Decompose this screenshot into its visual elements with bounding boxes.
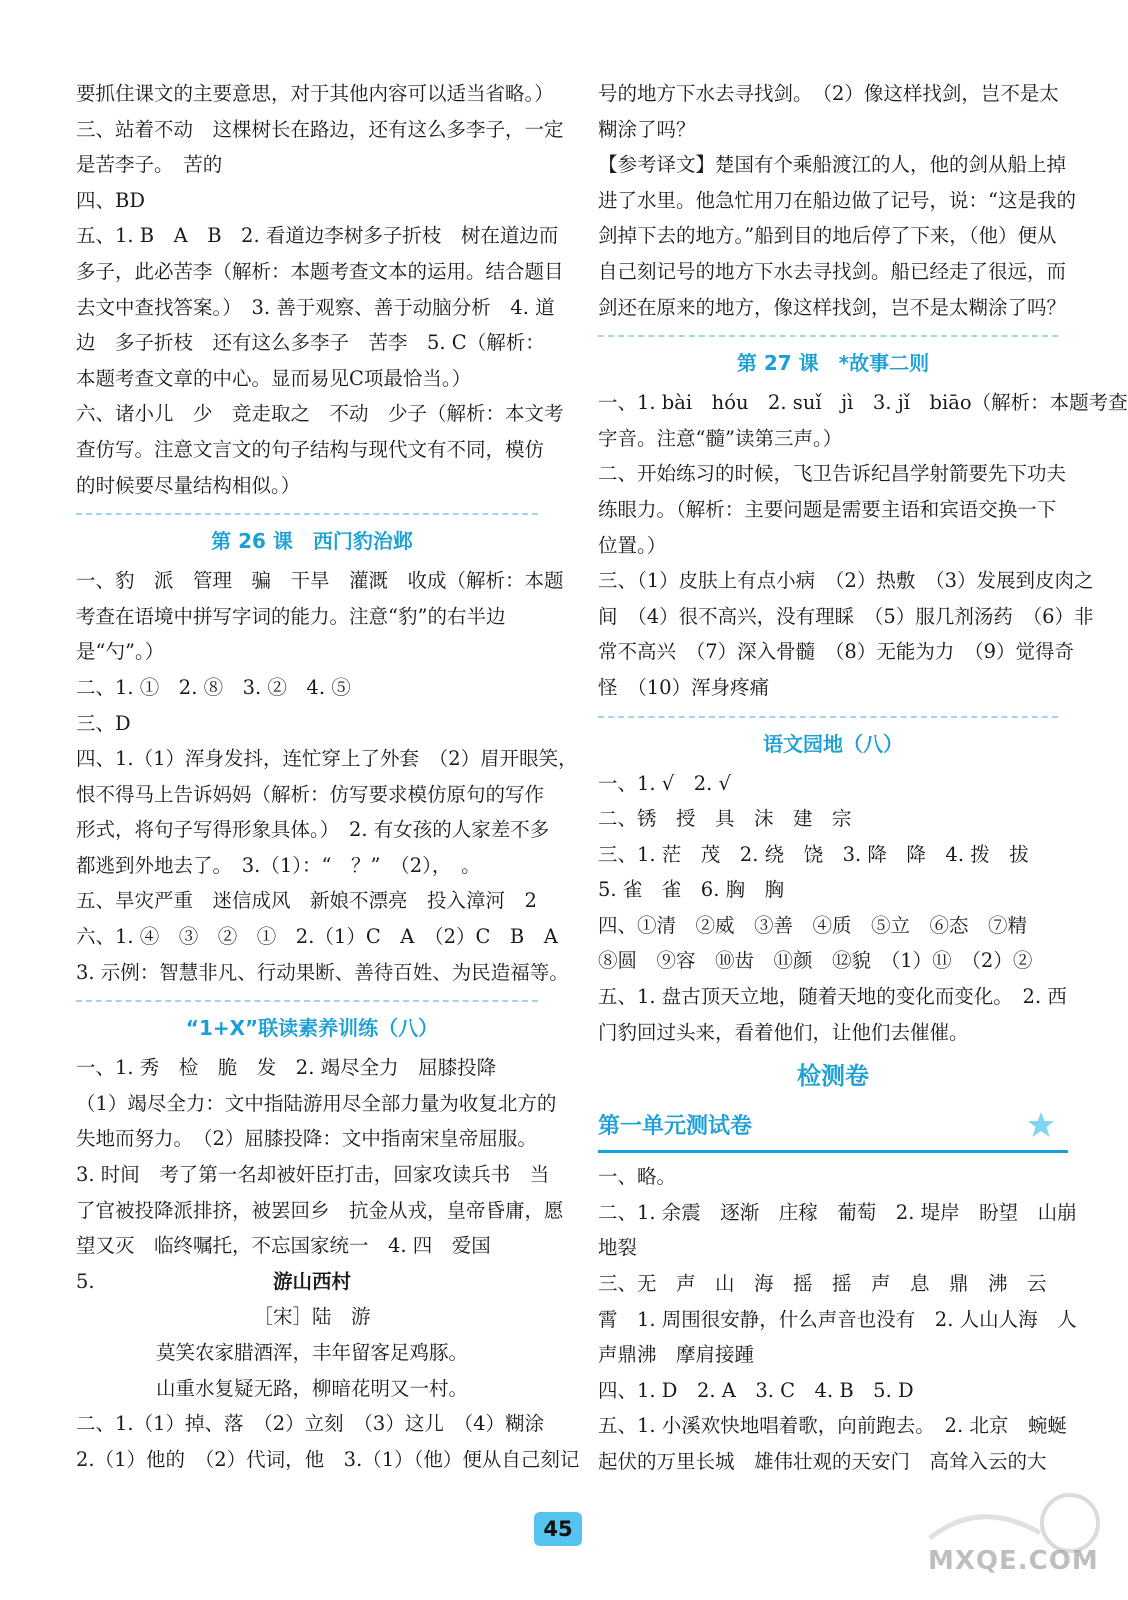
text-line: 间 （4）很不高兴，没有理睬 （5）服几剂汤药 （6）非 [598, 604, 1094, 628]
text-line: 三、无 声 山 海 摇 摇 声 息 鼎 沸 云 [598, 1272, 1047, 1296]
text-line: 是苦李子。 苦的 [76, 153, 223, 177]
right-top-block [598, 76, 1076, 325]
unit-title-bar [598, 1104, 1068, 1153]
garden-title: 语文园地（八） [763, 731, 903, 756]
star-icon [1026, 1110, 1056, 1140]
text-line: 查仿写。注意文言文的句子结构与现代文有不同，模仿 [76, 437, 545, 461]
text-line: 二、开始练习的时候，飞卫告诉纪昌学射箭要先下功夫 [598, 462, 1067, 486]
page-number: 45 [534, 1512, 582, 1546]
text-line: 的时候要尽量结构相似。） [76, 473, 301, 497]
text-line: ⑧圆 ⑨容 ⑩齿 ⑪颜 ⑫貌 （1）⑪ （2）② [598, 949, 1033, 973]
text-line: （1）竭尽全力：文中指陆游用尽全部力量为收复北方的 [76, 1091, 557, 1115]
poem-line: 山重水复疑无路，柳暗花明又一村。 [155, 1376, 468, 1400]
text-line: 声鼎沸 摩肩接踵 [598, 1343, 755, 1367]
text-line: 考查在语境中拼写字词的能力。注意“豹”的右半边 [76, 604, 506, 628]
poem-line: 莫笑农家腊酒浑，丰年留客足鸡豚。 [155, 1341, 468, 1364]
lesson-27-block [598, 385, 1128, 705]
text-line: 起伏的万里长城 雄伟壮观的天安门 高耸入云的大 [598, 1450, 1047, 1473]
text-line: 常不高兴 （7）深入骨髓 （8）无能为力 （9）觉得奇 [598, 640, 1074, 664]
text-line: 3. 时间 考了第一名却被奸臣打击，回家攻读兵书 当 [76, 1163, 550, 1187]
text-line: 门豹回过头来，看着他们，让他们去催催。 [598, 1020, 969, 1044]
text-line: 剑掉下去的地方。”船到目的地后停了下来，（他）便从 [598, 224, 1057, 248]
text-line: 二、1. ① 2. ⑧ 3. ② 4. ⑤ [76, 675, 351, 699]
section-divider [76, 1000, 538, 1002]
garden-block [598, 766, 1068, 1051]
left-column [76, 76, 580, 1477]
poem-author: ［宋］陆 游 [253, 1305, 371, 1329]
text-line: 剑还在原来的地方，像这样找剑，岂不是太糊涂了吗？ [598, 295, 1067, 319]
text-line: 2.（1）他的 （2）代词，他 3.（1）（他）便从自己刻记 [76, 1447, 580, 1471]
text-line: 一、1. bài hóu 2. suǐ jì 3. jǐ biāo（解析：本题考查 [598, 391, 1128, 415]
text-line: 一、1. 秀 检 脆 发 2. 竭尽全力 屈膝投降 [76, 1056, 497, 1080]
text-line: 5. 雀 雀 6. 胸 胸 [598, 878, 785, 902]
lesson-26-block [76, 563, 578, 990]
text-line: 字音。注意“髓”读第三声。） [598, 426, 843, 450]
text-line: 糊涂了吗？ [598, 117, 696, 141]
text-line: 怪 （10）浑身疼痛 [598, 675, 770, 699]
text-line: 位置。） [598, 533, 667, 557]
text-line: 五、1. B A B 2. 看道边李树多子折枝 树在道边而 [76, 224, 559, 248]
text-line: 边 多子折枝 还有这么多李子 苦李 5. C（解析： [76, 331, 545, 355]
text-line: 一、略。 [598, 1165, 677, 1189]
text-line: 去文中查找答案。） 3. 善于观察、善于动脑分析 4. 道 [76, 295, 555, 319]
text-line: 四、①清 ②威 ③善 ④质 ⑤立 ⑥态 ⑦精 [598, 913, 1028, 937]
text-line: 三、站着不动 这棵树长在路边，还有这么多李子，一定 [76, 117, 564, 141]
text-line: 形式，将句子写得形象具体。） 2. 有女孩的人家差不多 [76, 818, 550, 842]
text-line: 五、1. 小溪欢快地唱着歌，向前跑去。 2. 北京 蜿蜒 [598, 1414, 1067, 1438]
text-line: 【参考译文】楚国有个乘船渡江的人，他的剑从船上掉 [598, 153, 1067, 177]
lesson-26-title: 第 26 课 西门豹治邺 [211, 529, 413, 554]
text-line: 二、锈 授 具 沫 建 宗 [598, 807, 852, 831]
text-line: 一、豹 派 管理 骗 干旱 灌溉 收成（解析：本题 [76, 569, 564, 593]
text-line: 三、1. 茫 茂 2. 绕 饶 3. 降 降 4. 拨 拔 [598, 842, 1029, 866]
text-line: 五、旱灾严重 迷信成风 新娘不漂亮 投入漳河 2 [76, 889, 537, 913]
text-line: 三、（1）皮肤上有点小病 （2）热敷 （3）发展到皮肉之 [598, 569, 1094, 593]
text-line: 了官被投降派排挤，被罢回乡 抗金从戎，皇帝昏庸，愿 [76, 1198, 564, 1222]
text-line: 五、1. 盘古顶天立地，随着天地的变化而变化。 2. 西 [598, 985, 1067, 1009]
text-line: 是“勺”。） [76, 640, 165, 664]
practice-title: “1+X”联读素养训练（八） [185, 1016, 439, 1041]
text-line: 本题考查文章的中心。显而易见C项最恰当。） [76, 366, 472, 390]
lesson-27-title: 第 27 课 *故事二则 [736, 351, 930, 376]
poem-heading-line [76, 1264, 548, 1300]
section-divider [598, 716, 1058, 718]
text-line: 地裂 [598, 1236, 638, 1260]
text-line: 望又灭 临终嘱托，不忘国家统一 4. 四 爱国 [76, 1234, 491, 1258]
section-divider [598, 335, 1058, 337]
text-line: 自己刻记号的地方下水去寻找剑。船已经走了很远，而 [598, 259, 1067, 283]
practice-block [76, 1050, 580, 1477]
text-line: 要抓住课文的主要意思，对于其他内容可以适当省略。） [76, 82, 554, 105]
text-line: 六、1. ④ ③ ② ① 2.（1）C A （2）C B A [76, 925, 558, 949]
unit-title: 第一单元测试卷 [598, 1114, 753, 1140]
poem-number: 5. [76, 1269, 95, 1293]
watermark-text: MXQE.COM [928, 1546, 1099, 1576]
right-column [598, 76, 1128, 1480]
text-line: 号的地方下水去寻找剑。 （2）像这样找剑，岂不是太 [598, 82, 1059, 105]
text-line: 二、1. 余震 逐渐 庄稼 葡萄 2. 堤岸 盼望 山崩 [598, 1200, 1077, 1224]
left-top-block [76, 76, 564, 503]
unit-test-block [598, 1159, 1077, 1479]
text-line: 练眼力。（解析：主要问题是需要主语和宾语交换一下 [598, 497, 1057, 521]
text-line: 二、1.（1）掉、落 （2）立刻 （3）这儿 （4）糊涂 [76, 1412, 544, 1436]
text-line: 3. 示例：智慧非凡、行动果断、善待百姓、为民造福等。 [76, 960, 569, 984]
text-line: 霄 1. 周围很安静，什么声音也没有 2. 人山人海 人 [598, 1307, 1077, 1331]
poem-title: 游山西村 [272, 1269, 351, 1293]
section-divider [76, 513, 538, 515]
text-line: 六、诸小儿 少 竞走取之 不动 少子（解析：本文考 [76, 402, 564, 426]
text-line: 四、1.（1）浑身发抖，连忙穿上了外套 （2）眉开眼笑， [76, 747, 578, 771]
text-line: 都逃到外地去了。 3.（1）：“ ？” （2）， 。 [76, 853, 481, 877]
exam-title: 检测卷 [797, 1062, 869, 1091]
text-line: 三、D [76, 711, 131, 735]
text-line: 恨不得马上告诉妈妈（解析：仿写要求模仿原句的写作 [76, 782, 545, 806]
text-line: 一、1. √ 2. √ [598, 771, 731, 795]
text-line: 四、BD [76, 188, 145, 212]
text-line: 多子，此必苦李（解析：本题考查文本的运用。结合题目 [76, 259, 564, 283]
text-line: 进了水里。他急忙用刀在船边做了记号，说：“这是我的 [598, 188, 1076, 212]
text-line: 失地而努力。 （2）屈膝投降：文中指南宋皇帝屈服。 [76, 1127, 537, 1151]
text-line: 四、1. D 2. A 3. C 4. B 5. D [598, 1378, 914, 1402]
